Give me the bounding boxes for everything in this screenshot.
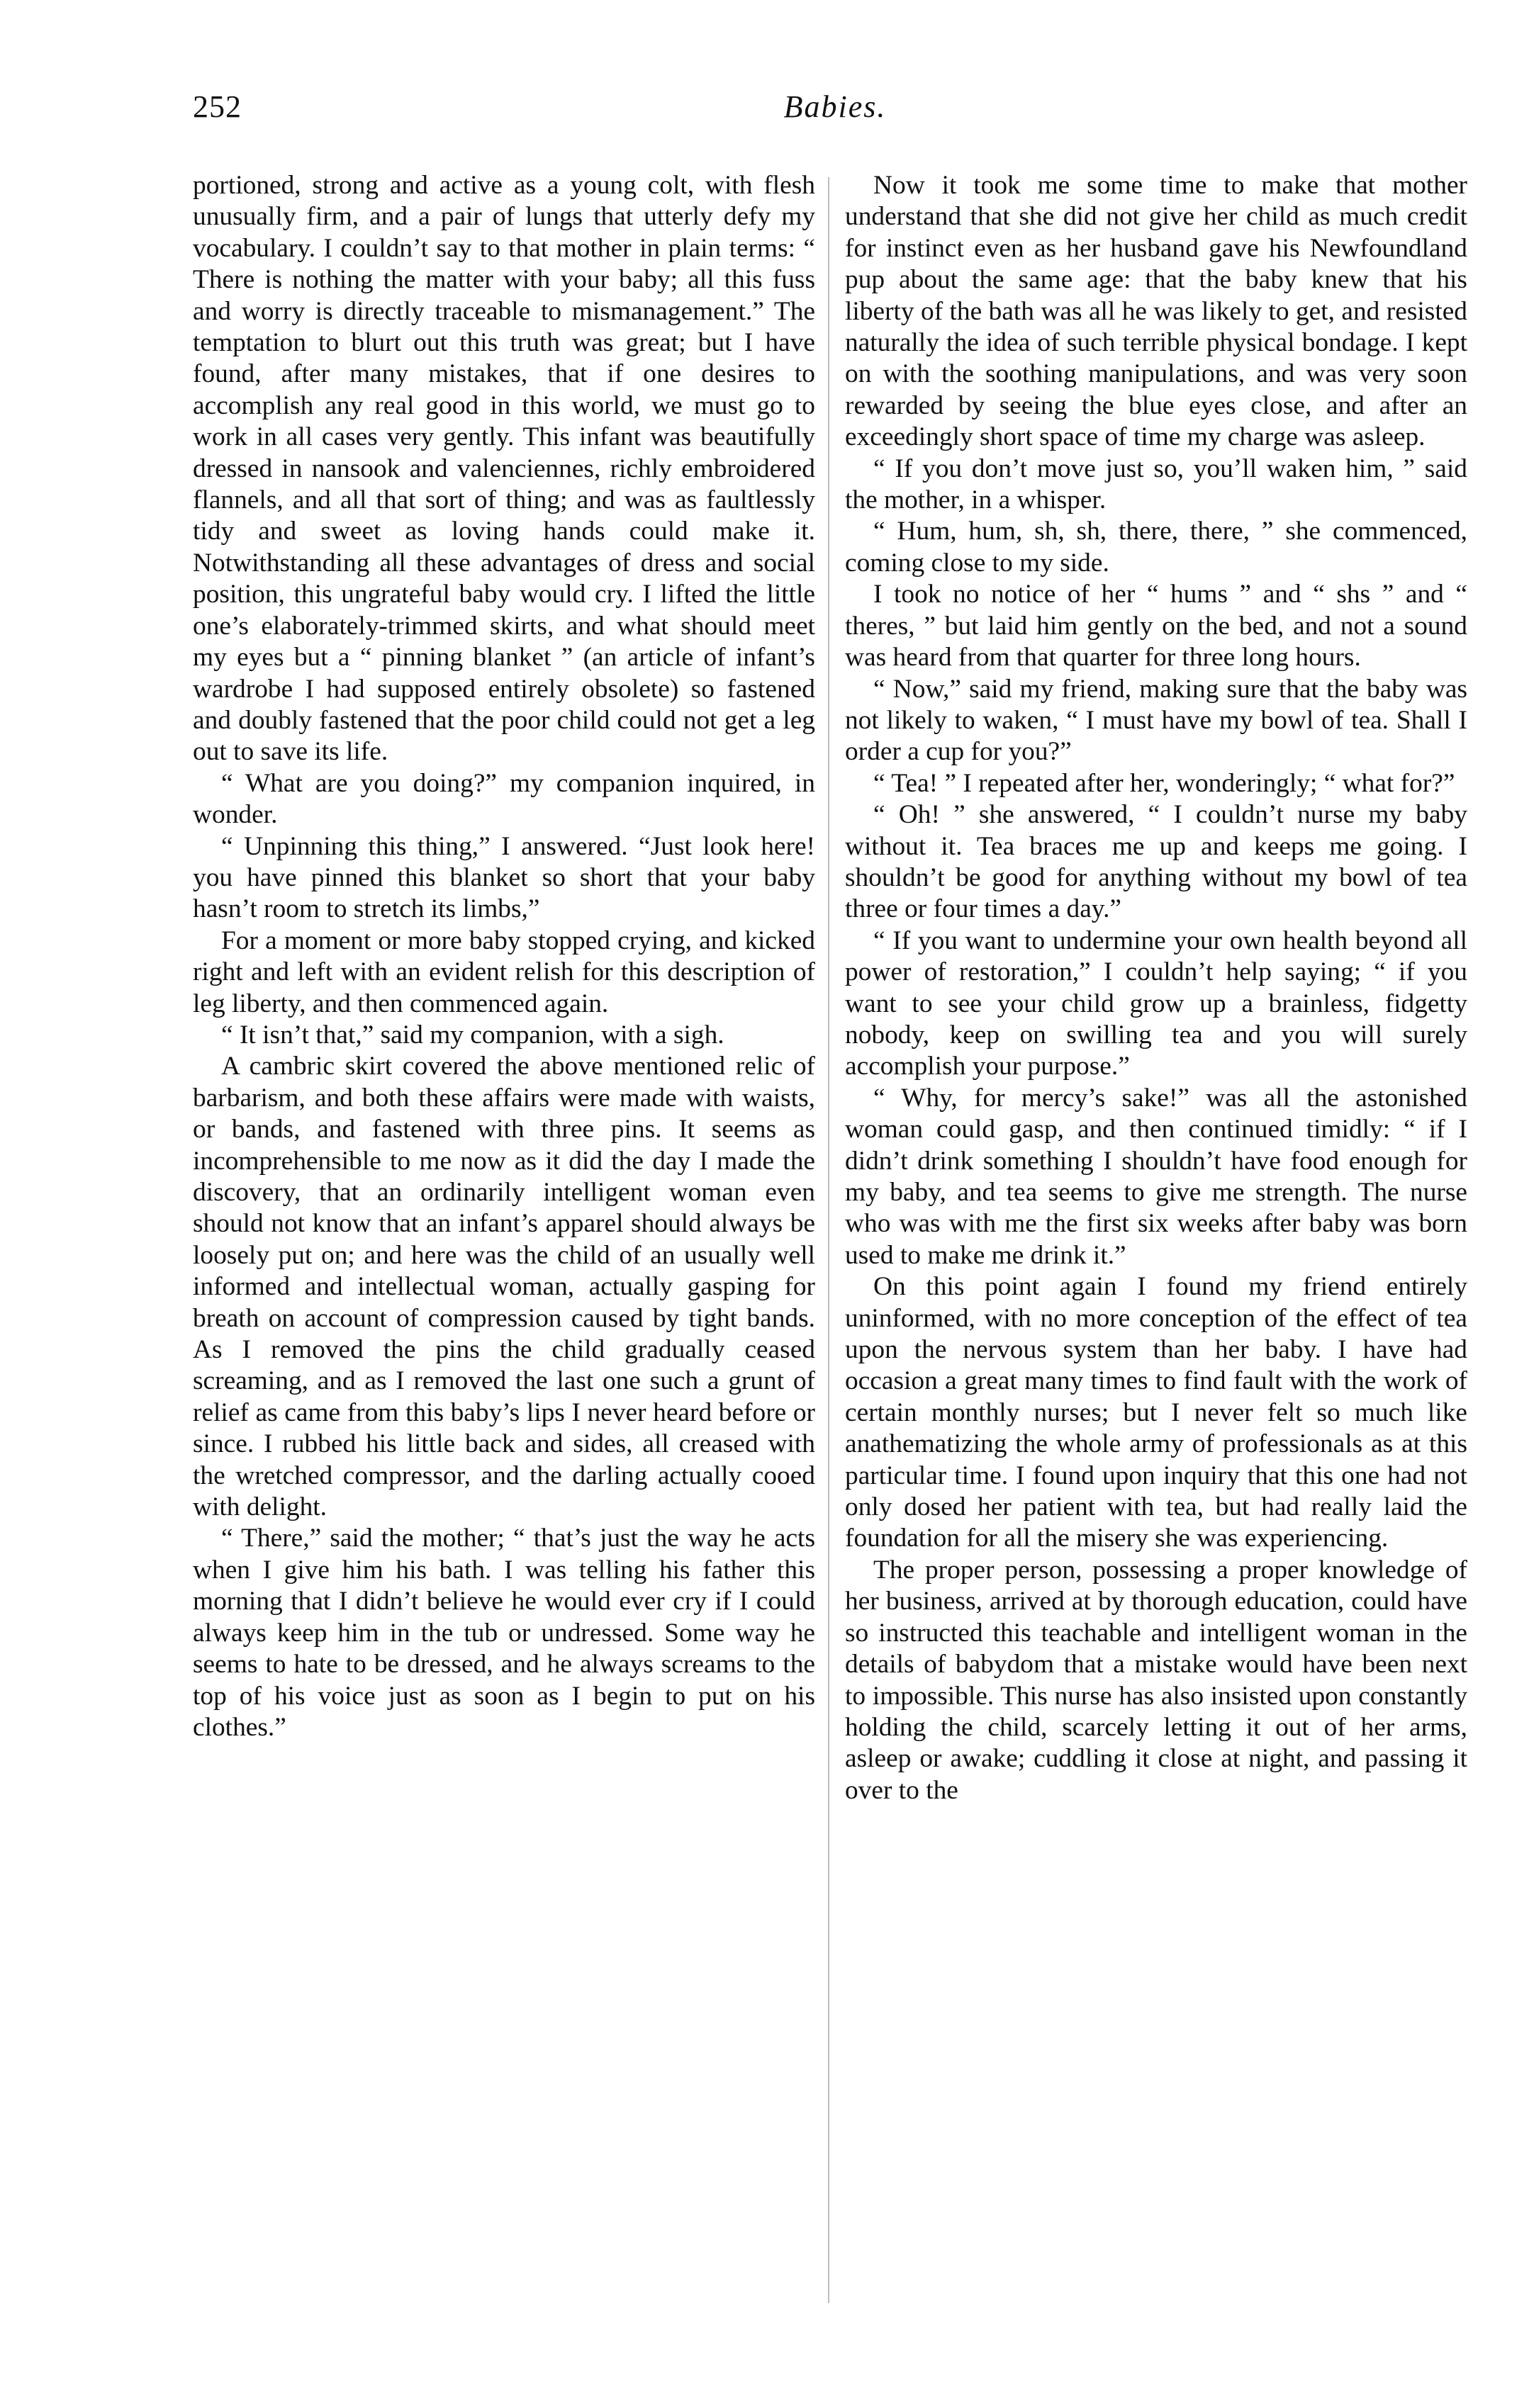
paragraph: For a moment or more baby stopped crying, and kicked right and left with an evident relish for this description of leg liberty, and then commenced again. <box>193 925 815 1018</box>
column-divider <box>828 177 829 2303</box>
paragraph: I took no notice of her “ hums ” and “ shs ” and “ theres, ” but laid him gently on the bed, and not a sound was heard from that quarter for three long hours. <box>845 580 1467 673</box>
left-column <box>193 170 815 1743</box>
paragraph: “ Oh! ” she answered, “ I couldn’t nurse my baby without it. Tea braces me up and keeps me going. I shouldn’t be good for anything without my bowl of tea three or four times a day.” <box>845 800 1467 924</box>
page-number: 252 <box>193 89 242 124</box>
paragraph: portioned, strong and active as a young colt, with flesh unusually firm, and a pair of lungs that utterly defy my vocabulary. I couldn’t say to that mother in plain terms: “ There is nothing the matter with your baby; all this fuss and worry is directly traceable to mismanagement.” The temptation to blurt out this truth was great; but I have found, after many mistakes, that if one desires to accomplish any real good in this world, we must go to work in all cases very gently. This infant was beautifully dressed in nansook and valenciennes, richly embroidered flannels, and all that sort of thing; and was as faultlessly tidy and sweet as loving hands could make it. Notwithstanding all these advantages of dress and social position, this ungrateful baby would cry. I lifted the little one’s elaborately-trimmed skirts, and what should meet my eyes but a “ pinning blanket ” (an article of infant’s wardrobe I had supposed entirely obsolete) so fastened and doubly fastened that the poor child could not get a leg out to save its life. <box>193 171 815 767</box>
paragraph: “ Tea! ” I repeated after her, wonderingly; “ what for?” <box>873 768 1455 798</box>
paragraph: “ It isn’t that,” said my companion, with a sigh. <box>221 1020 724 1050</box>
paragraph: “ Why, for mercy’s sake!” was all the astonished woman could gasp, and then continued timidly: “ if I didn’t drink something I shouldn’t have food enough for my baby, and tea seems to give me strength. The nurse who was with me the first six weeks after baby was born used to make me drink it.” <box>845 1083 1467 1270</box>
running-title: Babies. <box>783 89 887 124</box>
paragraph: Now it took me some time to make that mother understand that she did not give her child as much credit for instinct even as her husband gave his Newfoundland pup about the same age: that the baby knew that his liberty of the bath was all he was likely to get, and resisted naturally the idea of such terrible physical bondage. I kept on with the soothing manipulations, and was very soon rewarded by seeing the blue eyes close, and after an exceedingly short space of time my charge was asleep. <box>845 171 1467 452</box>
paragraph: A cambric skirt covered the above mentioned relic of barbarism, and both these affairs were made with waists, or bands, and fastened with three pins. It seems as incomprehensible to me now as it did the day I made the discovery, that an ordinarily intelligent woman even should not know that an infant’s apparel should always be loosely put on; and here was the child of an usually well informed and intellectual woman, actually gasping for breath on account of compression caused by tight bands. As I removed the pins the child gradually ceased screaming, and as I removed the last one such a grunt of relief as came from this baby’s lips I never heard before or since. I rubbed his little back and sides, all creased with the wretched compressor, and the darling actually cooed with delight. <box>193 1052 815 1522</box>
page-header <box>193 81 1477 138</box>
paragraph: “ If you want to undermine your own health beyond all power of restoration,” I couldn’t help saying; “ if you want to see your child grow up a brainless, fidgetty nobody, keep on swilling tea and you will surely accomplish your purpose.” <box>845 925 1467 1081</box>
paragraph: “ Unpinning this thing,” I answered. “Just look here! you have pinned this blanket so short that your baby hasn’t room to stretch its limbs,” <box>193 831 815 924</box>
paragraph: “ There,” said the mother; “ that’s just the way he acts when I give him his bath. I was telling his father this morning that I didn’t believe he would ever cry if I could always keep him in the tub or undressed. Some way he seems to hate to be dressed, and he always screams to the top of his voice just as soon as I begin to put on his clothes.” <box>193 1524 815 1742</box>
paragraph: “ What are you doing?” my companion inquired, in wonder. <box>193 768 815 830</box>
paragraph: “ If you don’t move just so, you’ll waken him, ” said the mother, in a whisper. <box>845 454 1467 515</box>
right-column <box>845 170 1467 1806</box>
paragraph: On this point again I found my friend entirely uninformed, with no more conception of the effect of tea upon the nervous system than her baby. I have had occasion a great many times to find fault with the work of certain monthly nurses; but I never felt so much like anathematizing the whole army of professionals as at this particular time. I found upon inquiry that this one had not only dosed her patient with tea, but had really laid the foundation for all the misery she was experiencing. <box>845 1272 1467 1553</box>
paragraph: The proper person, possessing a proper knowledge of her business, arrived at by thorough education, could have so instructed this teachable and intelligent woman in the details of babydom that a mistake would have been next to impossible. This nurse has also insisted upon constantly holding the child, scarcely letting it out of her arms, asleep or awake; cuddling it close at night, and passing it over to the <box>845 1555 1467 1805</box>
paragraph: “ Hum, hum, sh, sh, there, there, ” she commenced, coming close to my side. <box>845 517 1467 578</box>
paragraph: “ Now,” said my friend, making sure that the baby was not likely to waken, “ I must have my bowl of tea. Shall I order a cup for you?” <box>845 674 1467 767</box>
